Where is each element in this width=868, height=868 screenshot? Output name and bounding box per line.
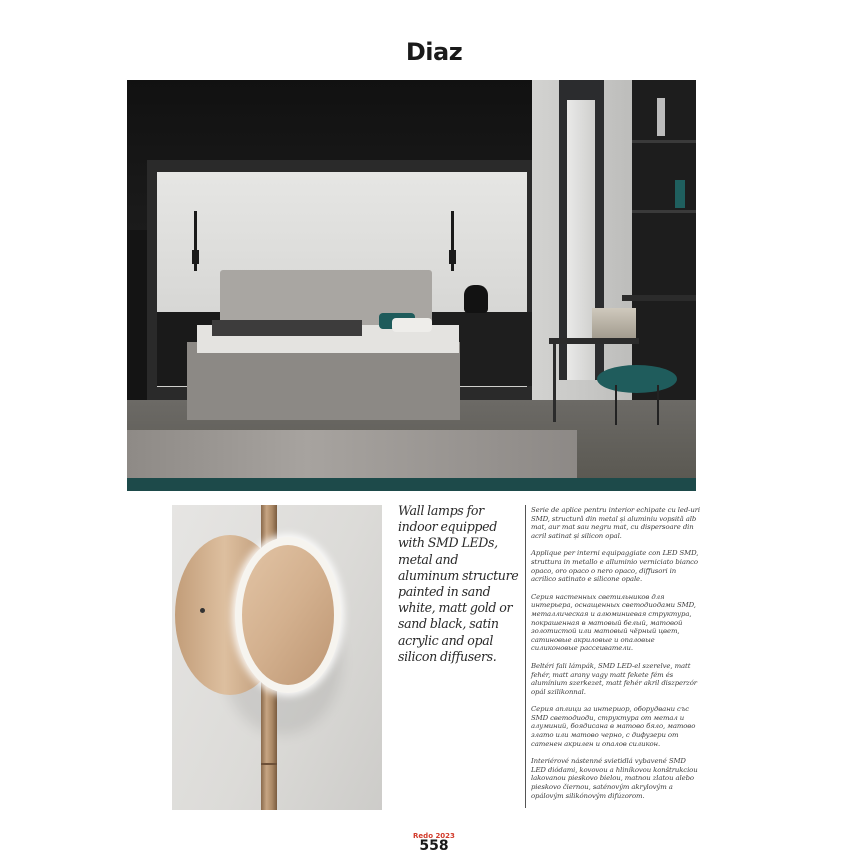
- product-photo-wall-lamp: [172, 505, 382, 810]
- description-italian: Applique per interni equipaggiate con LED SMD, struttura in metallo e alluminio verniciato bianco opaco, oro opaco o nero opaco, diffusori in acrilico satinato e silicone opale.: [531, 549, 699, 584]
- product-description-english: Wall lamps for indoor equipped with SMD LEDs, metal and aluminum structure painted in sand white, matt gold or sand black, satin acrylic and opal silicon diffusers.: [398, 503, 519, 664]
- description-russian: Серия настенных светильников для интерьера, оснащенных светодиодами SMD, металлическая и алюминиевая структура, покрашенная в матовый белый, матовой золотистой или матовый чёрный цвет, сатиновые акриловые и опаловые силиконовые рассеиватели.: [531, 592, 696, 653]
- translations-column: [531, 506, 701, 809]
- description-hungarian: Beltéri fali lámpák, SMD LED-el szerelve, matt fehér, matt arany vagy matt fekete fém és alumínium szerkezet, matt fehér akril diszperzór opál szilikonnal.: [531, 661, 697, 696]
- description-slovak: Interiérové nástenné svietidlá vybavené SMD LED diódami, kovovou a hliníkovou konštrukciou lakovanou pieskovo bielou, matnou zlatou alebo pieskovo čiernou, saténovým akrylovým a opálovým silikónovým difúzorom.: [531, 757, 698, 800]
- page-title: Diaz: [405, 38, 463, 66]
- description-romanian: Serie de aplice pentru interior echipate cu led-uri SMD, structură din metal și aluminiu vopsită alb mat, aur mat sau negru mat, cu dispersoare din acril satinat și silicon opal.: [531, 506, 701, 540]
- bedroom-interior-photo: [127, 80, 696, 491]
- description-bulgarian: Серия аплици за интериор, оборудвани със SMD светодиоди, структура от метал и алуминий, боядисана в матово бяло, матово злато или матово черно, с дифузери от сатенен акрилен и опалов силикон.: [531, 705, 696, 748]
- column-divider: [525, 505, 526, 808]
- catalog-brand: Redo 2023: [413, 832, 455, 840]
- page-number: 558: [419, 838, 449, 854]
